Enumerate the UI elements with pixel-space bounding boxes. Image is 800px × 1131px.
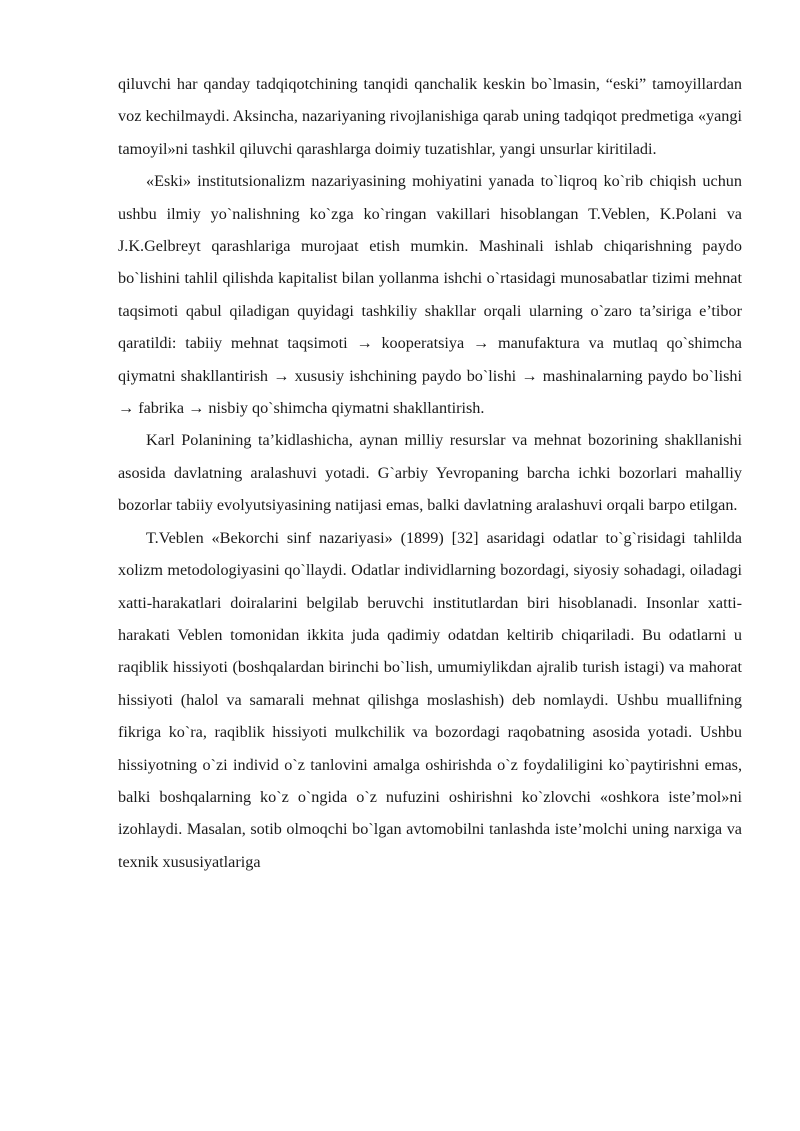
paragraph-4: T.Veblen «Bekorchi sinf nazariyasi» (1899) [32] asaridagi odatlar to`g`risidagi tahlilda xolizm metodologiyasini qo`llaydi. Odatlar individlarning bozordagi, siyosiy sohadagi, oiladagi xatti-harakatlari doiralarini belgilab beruvchi institutlardan biri hisoblanadi. Insonlar xatti-harakati Veblen tomonidan ikkita juda qadimiy odatdan keltirib chiqariladi. Bu odatlarni u raqiblik hissiyoti (boshqalardan birinchi bo`lish, umumiylikdan ajralib turish istagi) va mahorat hissiyoti (halol va samarali mehnat qilishga moslashish) deb nomlaydi. Ushbu muallifning fikriga ko`ra, raqiblik hissiyoti mulkchilik va bozordagi raqobatning asosida yotadi. Ushbu hissiyotning o`zi individ o`z tanlovini amalga oshirishda o`z foydaliligini ko`paytirishni emas, balki boshqalarning ko`z o`ngida o`z nufuzini oshirishni ko`zlovchi «oshkora iste’mol»ni izohlaydi. Masalan, sotib olmoqchi bo`lgan avtomobilni tanlashda iste’molchi uning narxiga va texnik xususiyatlariga (118, 528, 742, 871)
body-text (118, 68, 742, 878)
paragraph-3: Karl Polanining ta’kidlashicha, aynan milliy resurslar va mehnat bozorining shakllanishi asosida davlatning aralashuvi yotadi. G`arbiy Yevropaning barcha ichki bozorlari mahalliy bozorlar tabiiy evolyutsiyasining natijasi emas, balki davlatning aralashuvi orqali barpo etilgan. (118, 431, 742, 515)
paragraph-2: «Eski» institutsionalizm nazariyasining mohiyatini yanada to`liqroq ko`rib chiqish uchun ushbu ilmiy yo`nalishning ko`zga ko`ringan vakillari hisoblangan T.Veblen, K.Polani va J.K.Gelbreyt qarashlariga murojaat etish mumkin. Mashinali ishlab chiqarishning paydo bo`lishini tahlil qilishda kapitalist bilan yollanma ishchi o`rtasidagi munosabatlar tizimi mehnat taqsimoti qabul qiladigan quyidagi tashkiliy shakllar orqali ularning o`zaro ta’siriga e’tibor qaratildi: tabiiy mehnat taqsimoti → kooperatsiya → manufaktura va mutlaq qo`shimcha qiymatni shakllantirish → xususiy ishchining paydo bo`lishi → mashinalarning paydo bo`lishi → fabrika → nisbiy qo`shimcha qiymatni shakllantirish. (118, 172, 742, 418)
paragraph-1: qiluvchi har qanday tadqiqotchining tanqidi qanchalik keskin bo`lmasin, “eski” tamoyillardan voz kechilmaydi. Aksincha, nazariyaning rivojlanishiga qarab uning tadqiqot predmetiga «yangi tamoyil»ni tashkil qiluvchi qarashlarga doimiy tuzatishlar, yangi unsurlar kiritiladi. (118, 75, 742, 158)
